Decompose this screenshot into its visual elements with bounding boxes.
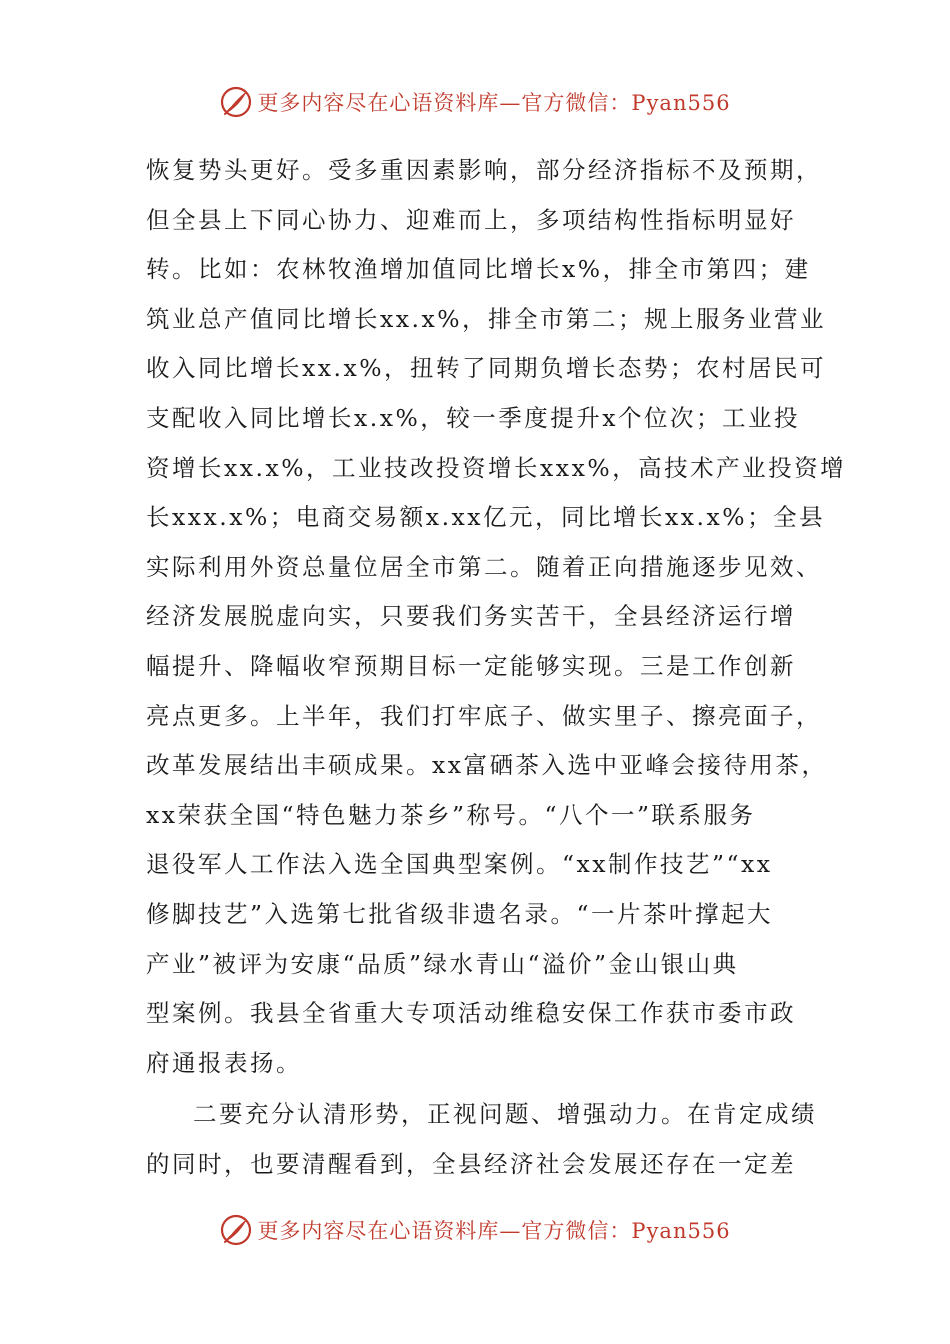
text-line: 但全县上下同心协力、迎难而上，多项结构性指标明显好 <box>146 205 796 234</box>
text-line: 府通报表扬。 <box>146 1048 302 1077</box>
text-line: 支配收入同比增长x.x%，较一季度提升x个位次；工业投 <box>146 403 801 432</box>
text-line: 产业”被评为安康“品质”绿水青山“溢价”金山银山典 <box>146 949 739 978</box>
text-line: 修脚技艺”入选第七批省级非遗名录。“一片茶叶撑起大 <box>146 899 774 928</box>
header-banner <box>0 80 950 124</box>
text-line: 筑业总产值同比增长xx.x%，排全市第二；规上服务业营业 <box>146 304 827 333</box>
text-line: 型案例。我县全省重大专项活动维稳安保工作获市委市政 <box>146 999 796 1028</box>
text-line: 长xxx.x%；电商交易额x.xx亿元，同比增长xx.x%；全县 <box>146 503 826 532</box>
text-line: 亮点更多。上半年，我们打牢底子、做实里子、擦亮面子， <box>146 701 822 730</box>
text-line: 转。比如：农林牧渔增加值同比增长x%，排全市第四；建 <box>146 255 811 284</box>
quill-pen-icon <box>219 85 253 119</box>
text-line: 幅提升、降幅收窄预期目标一定能够实现。三是工作创新 <box>146 651 796 680</box>
text-line: 改革发展结出丰硕成果。xx富硒茶入选中亚峰会接待用茶， <box>146 751 828 780</box>
text-line: xx荣获全国“特色魅力茶乡”称号。“八个一”联系服务 <box>146 800 756 829</box>
text-line: 经济发展脱虚向实，只要我们务实苦干，全县经济运行增 <box>146 602 796 631</box>
quill-pen-icon <box>219 1213 253 1247</box>
text-line: 恢复势头更好。受多重因素影响，部分经济指标不及预期， <box>146 156 822 184</box>
text-line: 的同时，也要清醒看到，全县经济社会发展还存在一定差 <box>146 1149 796 1178</box>
banner-text: 更多内容尽在心语资料库—官方微信：Pyan556 <box>257 1219 731 1243</box>
text-line: 退役军人工作法入选全国典型案例。“xx制作技艺”“xx <box>146 850 773 879</box>
banner-text: 更多内容尽在心语资料库—官方微信：Pyan556 <box>257 91 731 115</box>
paragraph-start-line: 二要充分认清形势，正视问题、增强动力。在肯定成绩 <box>193 1100 817 1129</box>
text-line: 资增长xx.x%，工业技改投资增长xxx%，高技术产业投资增 <box>146 453 847 482</box>
text-line: 收入同比增长xx.x%，扭转了同期负增长态势；农村居民可 <box>146 354 827 383</box>
text-line: 实际利用外资总量位居全市第二。随着正向措施逐步见效、 <box>146 552 822 581</box>
document-body <box>146 146 847 1189</box>
footer-banner <box>0 1208 950 1252</box>
